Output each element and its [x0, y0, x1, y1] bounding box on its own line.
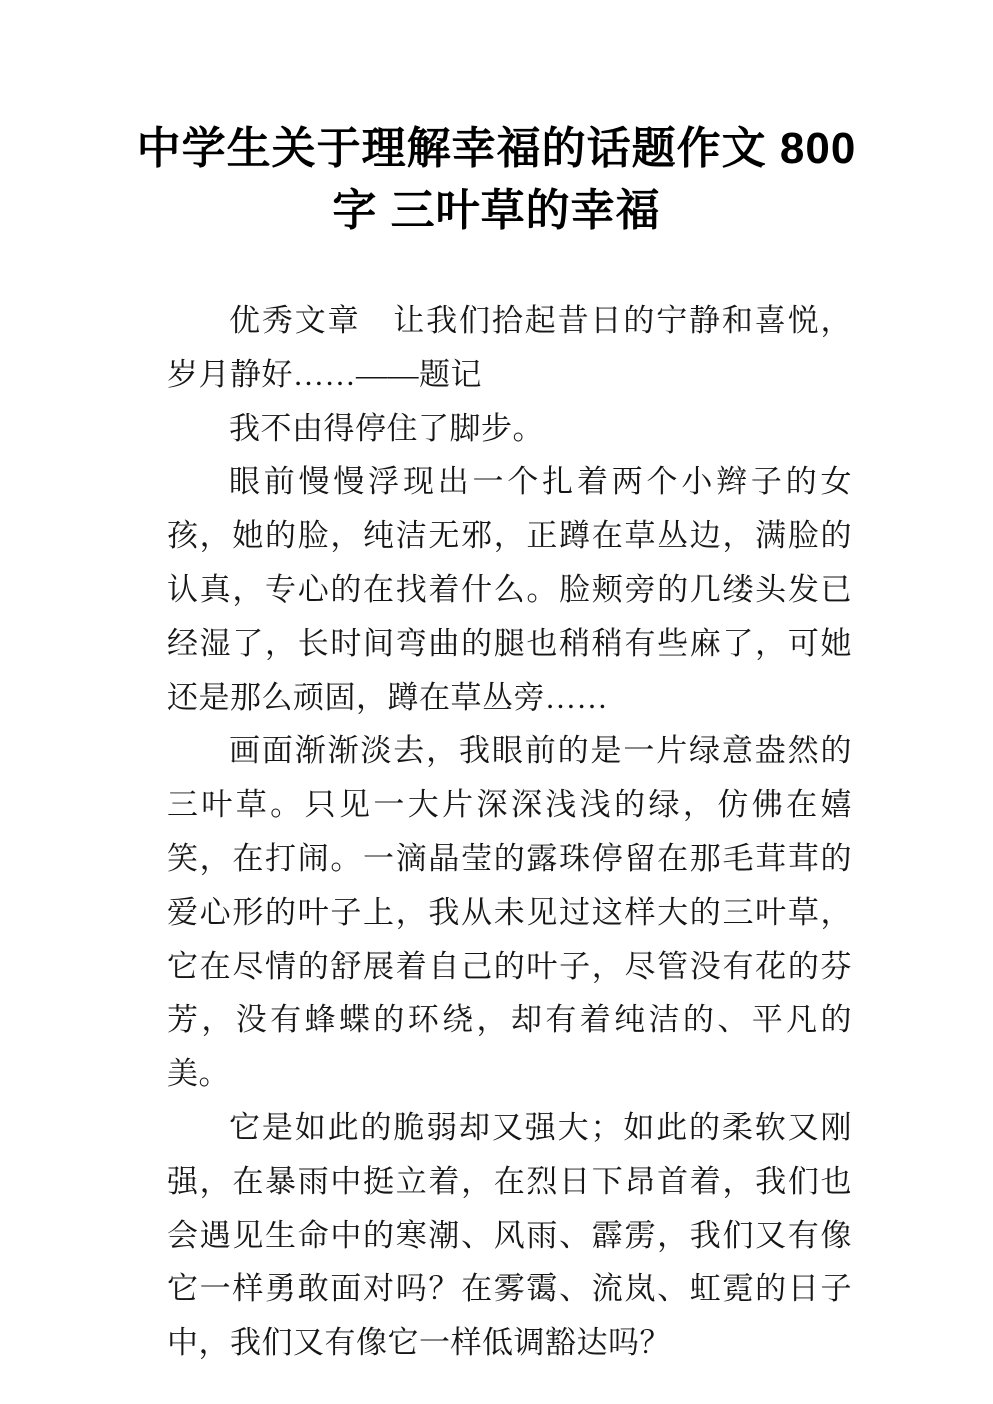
page-title-line1: 中学生关于理解幸福的话题作文 800: [136, 124, 857, 173]
paragraph: 眼前慢慢浮现出一个扎着两个小辫子的女孩，她的脸，纯洁无邪，正蹲在草丛边，满脸的认真，专心的在找着什么。脸颊旁的几缕头发已经湿了，长时间弯曲的腿也稍稍有些麻了，可她还是那么顽固，蹲在草丛旁……: [167, 464, 852, 715]
paragraph: 画面渐渐淡去，我眼前的是一片绿意盎然的三叶草。只见一大片深深浅浅的绿，仿佛在嬉笑，在打闹。一滴晶莹的露珠停留在那毛茸茸的爱心形的叶子上，我从未见过这样大的三叶草，它在尽情的舒展着自己的叶子，尽管没有花的芬芳，没有蜂蝶的环绕，却有着纯洁的、平凡的美。: [167, 733, 852, 1092]
paragraph-epigraph: 优秀文章 让我们拾起昔日的宁静和喜悦，岁月静好……——题记: [167, 303, 852, 392]
page-title-line2: 字 三叶草的幸福: [332, 186, 661, 235]
paragraph: 它是如此的脆弱却又强大；如此的柔软又刚强，在暴雨中挺立着，在烈日下昂首着，我们也会遇见生命中的寒潮、风雨、霹雳，我们又有像它一样勇敢面对吗？在雾霭、流岚、虹霓的日子中，我们又有像它一样低调豁达吗？: [167, 1109, 852, 1361]
article-body: [167, 294, 852, 1370]
page-title: [80, 118, 913, 242]
paragraph: 我不由得停住了脚步。: [229, 410, 544, 446]
